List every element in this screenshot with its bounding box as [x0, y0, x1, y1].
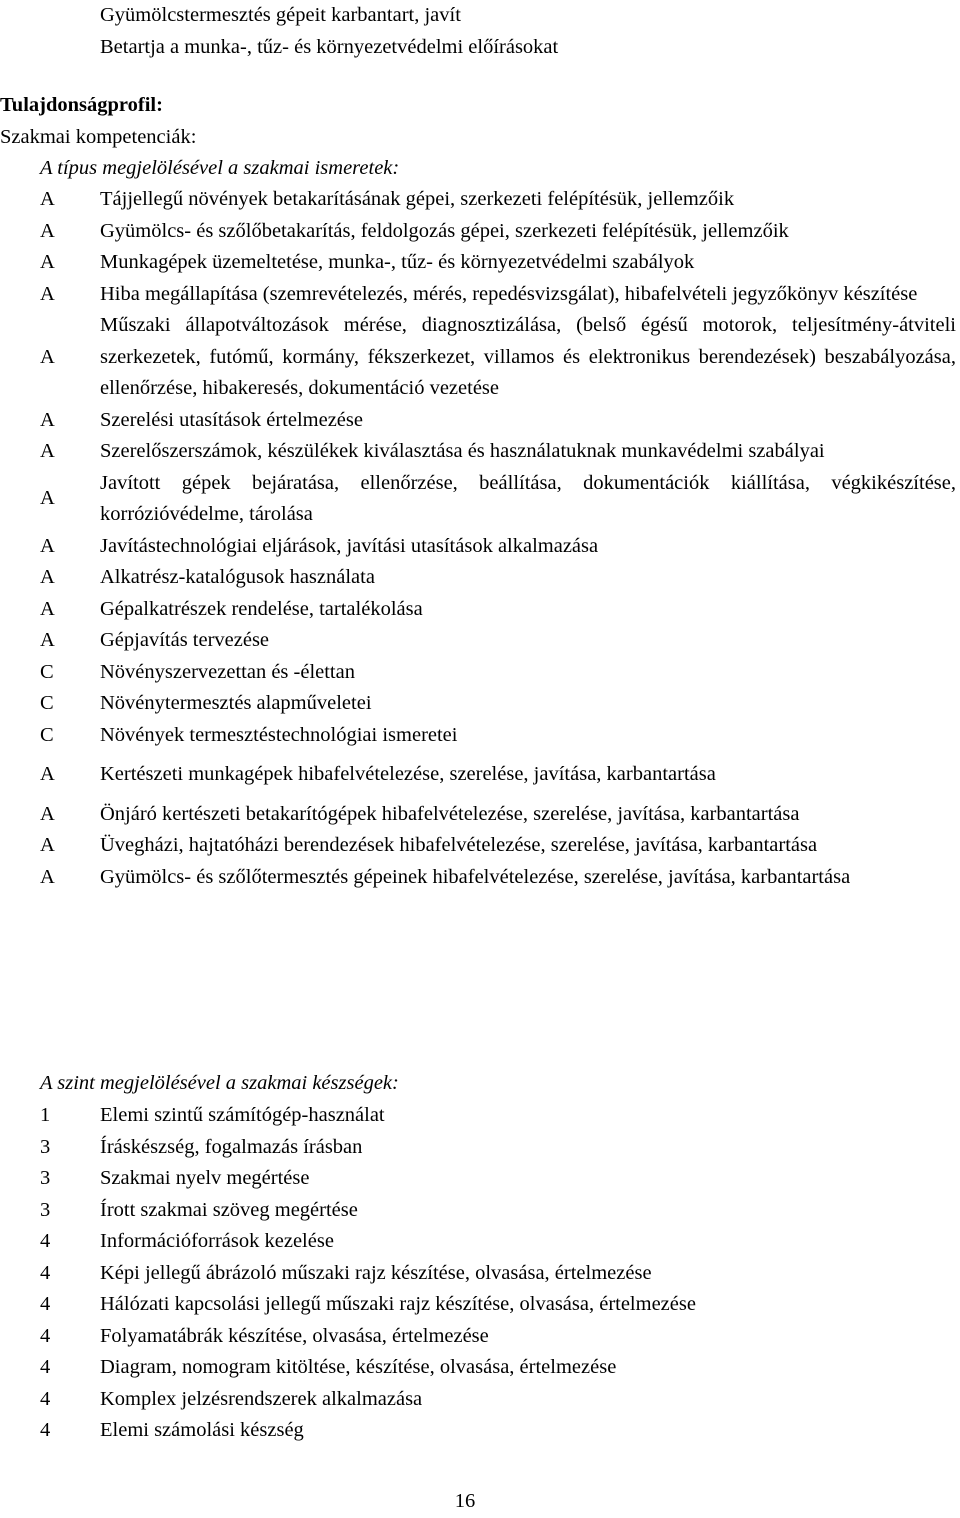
- knowledge-item-text: Javítástechnológiai eljárások, javítási utasítások alkalmazása: [100, 534, 599, 557]
- knowledge-item-code: A: [40, 219, 55, 242]
- skills-list: [40, 1100, 956, 1447]
- skill-item-text: Diagram, nomogram kitöltése, készítése, olvasása, értelmezése: [100, 1356, 617, 1378]
- knowledge-item: [40, 405, 956, 437]
- skill-item-code: 4: [40, 1419, 51, 1441]
- knowledge-item: [40, 468, 956, 531]
- skill-item-text: Íráskészség, fogalmazás írásban: [100, 1135, 363, 1158]
- knowledge-item: [40, 688, 956, 720]
- knowledge-item-code: A: [40, 282, 55, 305]
- skill-item-code: 4: [40, 1230, 51, 1252]
- skill-item: [40, 1289, 956, 1321]
- knowledge-item-text: Javított gépek bejáratása, ellenőrzése, beállítása, dokumentációk kiállítása, végkikészítése, korrózióvédelme, tárolása: [100, 471, 956, 525]
- page-number: 16: [454, 1490, 476, 1512]
- knowledge-item: [40, 720, 956, 752]
- skills-heading: A szint megjelölésével a szakmai készségek:: [40, 1072, 399, 1094]
- skill-item-code: 3: [40, 1135, 51, 1158]
- skill-item: [40, 1195, 956, 1227]
- knowledge-item-text: Kertészeti munkagépek hibafelvételezése, szerelése, javítása, karbantartása: [100, 763, 716, 785]
- knowledge-item: [40, 216, 956, 248]
- skill-item-code: 3: [40, 1167, 51, 1189]
- knowledge-item: [40, 436, 956, 468]
- top-line: Betartja a munka-, tűz- és környezetvédelmi előírásokat: [100, 35, 559, 58]
- top-lines: [100, 0, 940, 63]
- knowledge-item-code: C: [40, 723, 54, 746]
- knowledge-item-code: A: [40, 802, 55, 825]
- skill-item-text: Hálózati kapcsolási jellegű műszaki rajz készítése, olvasása, értelmezése: [100, 1293, 696, 1315]
- skill-item-text: Képi jellegű ábrázoló műszaki rajz készítése, olvasása, értelmezése: [100, 1261, 652, 1284]
- skill-item: [40, 1100, 956, 1132]
- knowledge-item: [40, 594, 956, 626]
- skill-item: [40, 1258, 956, 1290]
- knowledge-item: [40, 799, 956, 831]
- knowledge-item-text: Szerelési utasítások értelmezése: [100, 408, 363, 431]
- knowledge-item-code: A: [40, 408, 55, 431]
- knowledge-item-code: A: [40, 487, 55, 510]
- skill-item-code: 4: [40, 1356, 51, 1378]
- knowledge-item-text: Szerelőszerszámok, készülékek kiválasztása és használatuknak munkavédelmi szabályai: [100, 440, 825, 462]
- knowledge-item: [40, 657, 956, 689]
- knowledge-item: [40, 562, 956, 594]
- competences-title: Szakmai kompetenciák:: [0, 125, 197, 148]
- knowledge-item: [40, 625, 956, 657]
- knowledge-item-code: A: [40, 763, 55, 785]
- knowledge-item-code: A: [40, 345, 55, 368]
- skill-item: [40, 1352, 956, 1384]
- knowledge-item-text: Növénytermesztés alapműveletei: [100, 692, 372, 714]
- knowledge-item-code: A: [40, 597, 55, 620]
- skill-item-code: 1: [40, 1104, 51, 1126]
- knowledge-item-text: Növényszervezettan és -élettan: [100, 660, 355, 683]
- knowledge-item-code: A: [40, 629, 55, 651]
- skill-item-code: 3: [40, 1198, 51, 1221]
- skill-item: [40, 1415, 956, 1447]
- skill-item-text: Folyamatábrák készítése, olvasása, értelmezése: [100, 1324, 489, 1347]
- knowledge-item-code: A: [40, 865, 55, 888]
- knowledge-item-text: Gépalkatrészek rendelése, tartalékolása: [100, 597, 423, 620]
- knowledge-item-text: Gyümölcs- és szőlőbetakarítás, feldolgozás gépei, szerkezeti felépítésük, jellemzőik: [100, 219, 789, 242]
- knowledge-item-code: A: [40, 251, 55, 273]
- skill-item: [40, 1226, 956, 1258]
- skill-item-text: Elemi számolási készség: [100, 1419, 304, 1441]
- skill-item-text: Komplex jelzésrendszerek alkalmazása: [100, 1387, 423, 1410]
- skill-item: [40, 1321, 956, 1353]
- knowledge-item-code: A: [40, 534, 55, 557]
- skill-item-text: Szakmai nyelv megértése: [100, 1167, 310, 1189]
- knowledge-item: [40, 279, 956, 311]
- knowledge-item-code: A: [40, 834, 55, 856]
- knowledge-item-text: Hiba megállapítása (szemrevételezés, mérés, repedésvizsgálat), hibafelvételi jegyzőkönyv készítése: [100, 282, 918, 305]
- profile-section: [0, 90, 399, 185]
- knowledge-item: [40, 862, 956, 894]
- skill-item: [40, 1163, 956, 1195]
- knowledge-item-text: Munkagépek üzemeltetése, munka-, tűz- és környezetvédelmi szabályok: [100, 251, 695, 273]
- skill-item-code: 4: [40, 1261, 51, 1284]
- top-line: Gyümölcstermesztés gépeit karbantart, javít: [100, 4, 461, 26]
- knowledge-item-code: A: [40, 188, 55, 210]
- skill-item-text: Információforrások kezelése: [100, 1230, 334, 1252]
- knowledge-item-code: A: [40, 566, 55, 588]
- knowledge-item-code: C: [40, 660, 54, 683]
- profile-title: Tulajdonságprofil:: [0, 94, 163, 116]
- knowledge-item: [40, 759, 956, 791]
- knowledge-item-text: Önjáró kertészeti betakarítógépek hibafelvételezése, szerelése, javítása, karbantartása: [100, 802, 800, 825]
- skill-item-text: Írott szakmai szöveg megértése: [100, 1198, 358, 1221]
- knowledge-item: [40, 830, 956, 862]
- knowledge-item-text: Műszaki állapotváltozások mérése, diagnosztizálása, (belső égésű motorok, teljesítmény-átviteli szerkezetek, futómű, kormány, fékszerkezet, villamos és elektronikus berendezések) beszabályozása, ellenőrzése, hibakeresés, dokumentáció vezetése: [100, 314, 956, 399]
- skill-item-code: 4: [40, 1293, 51, 1315]
- knowledge-item: [40, 247, 956, 279]
- knowledge-heading: A típus megjelölésével a szakmai ismeretek:: [40, 157, 400, 179]
- knowledge-item-text: Üvegházi, hajtatóházi berendezések hibafelvételezése, szerelése, javítása, karbantartása: [100, 834, 818, 856]
- knowledge-item-text: Alkatrész-katalógusok használata: [100, 566, 375, 588]
- skill-item-text: Elemi szintű számítógép-használat: [100, 1104, 385, 1126]
- knowledge-item-text: Gyümölcs- és szőlőtermesztés gépeinek hibafelvételezése, szerelése, javítása, karbantartása: [100, 865, 851, 888]
- skill-item: [40, 1132, 956, 1164]
- skill-item-code: 4: [40, 1324, 51, 1347]
- skill-item: [40, 1384, 956, 1416]
- knowledge-item: [40, 184, 956, 216]
- knowledge-item: [40, 531, 956, 563]
- knowledge-item-code: C: [40, 692, 54, 714]
- knowledge-item: [40, 310, 956, 405]
- knowledge-item-text: Növények termesztéstechnológiai ismeretei: [100, 723, 458, 746]
- skill-item-code: 4: [40, 1387, 51, 1410]
- knowledge-item-code: A: [40, 440, 55, 462]
- knowledge-item-text: Gépjavítás tervezése: [100, 629, 270, 651]
- knowledge-list: [40, 184, 956, 893]
- knowledge-item-text: Tájjellegű növények betakarításának gépei, szerkezeti felépítésük, jellemzőik: [100, 188, 735, 210]
